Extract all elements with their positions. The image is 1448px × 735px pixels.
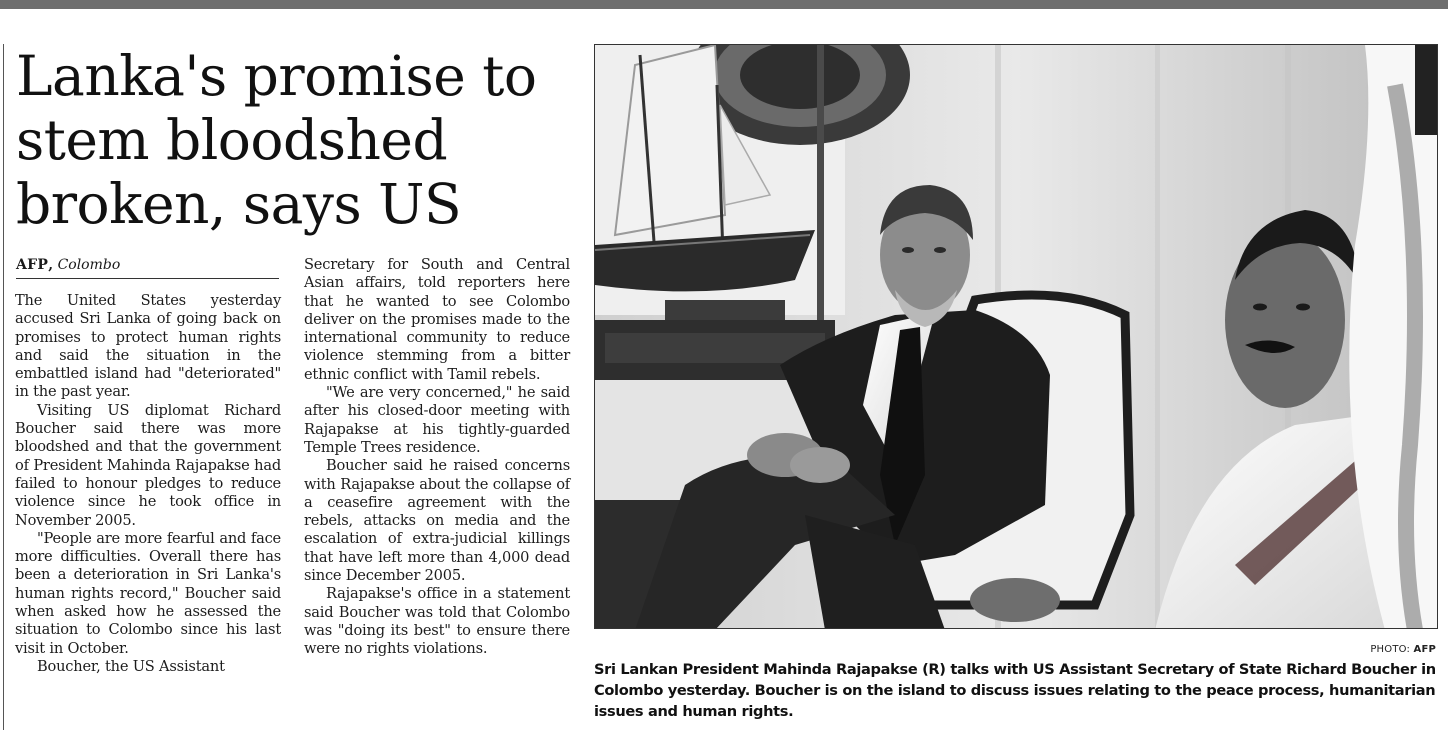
byline: [16, 256, 279, 279]
byline-agency: AFP: [16, 257, 49, 273]
paragraph: Boucher said he raised concerns with Rajapakse about the collapse of a ceasefire agreement with the rebels, attacks on media and the escalation of extra-judicial killings that have left more than 4,000 dead since December 2005.: [304, 457, 570, 585]
headline: Lanka's promise to stem bloodshed broken, says US: [16, 44, 537, 236]
article-column-2: [304, 256, 570, 659]
paragraph: Secretary for South and Central Asian affairs, told reporters here that he wanted to see Colombo deliver on the promises made to the international community to reduce violence stemming from a bitter ethnic conflict with Tamil rebels.: [304, 256, 570, 383]
paragraph: The United States yesterday accused Sri Lanka of going back on promises to protect human rights and said the situation in the embattled island had "deteriorated" in the past year.: [15, 292, 281, 401]
paragraph: Boucher, the US Assistant: [37, 657, 225, 675]
photo-credit-source: AFP: [1413, 644, 1436, 655]
paragraph: "People are more fearful and face more difficulties. Overall there has been a deterioration in Sri Lanka's human rights record," Boucher said when asked how he assessed the situation to Colombo since his last visit in October.: [15, 529, 281, 657]
top-rule: [0, 0, 1448, 9]
paragraph: Rajapakse's office in a statement said Boucher was told that Colombo was "doing its best" to ensure there were no rights violations.: [304, 585, 570, 658]
paragraph: Visiting US diplomat Richard Boucher said there was more bloodshed and that the government of President Mahinda Rajapakse had failed to honour pledges to reduce violence since he took office in November 2005.: [15, 401, 281, 529]
article-column-1: [15, 292, 281, 676]
news-photo: [594, 44, 1438, 629]
left-column-rule: [3, 44, 4, 730]
byline-location: Colombo: [57, 257, 121, 273]
photo-illustration: [595, 45, 1438, 629]
photo-caption: Sri Lankan President Mahinda Rajapakse (R) talks with US Assistant Secretary of State Richard Boucher in Colombo yesterday. Boucher is on the island to discuss issues relating to the peace process, humanitarian issues and human rights.: [594, 661, 1436, 720]
photo-credit: [1370, 644, 1436, 655]
paragraph: "We are very concerned," he said after his closed-door meeting with Rajapakse at his tightly-guarded Temple Trees residence.: [304, 384, 570, 456]
byline-separator: ,: [48, 257, 54, 273]
photo-credit-label: PHOTO:: [1370, 644, 1411, 655]
